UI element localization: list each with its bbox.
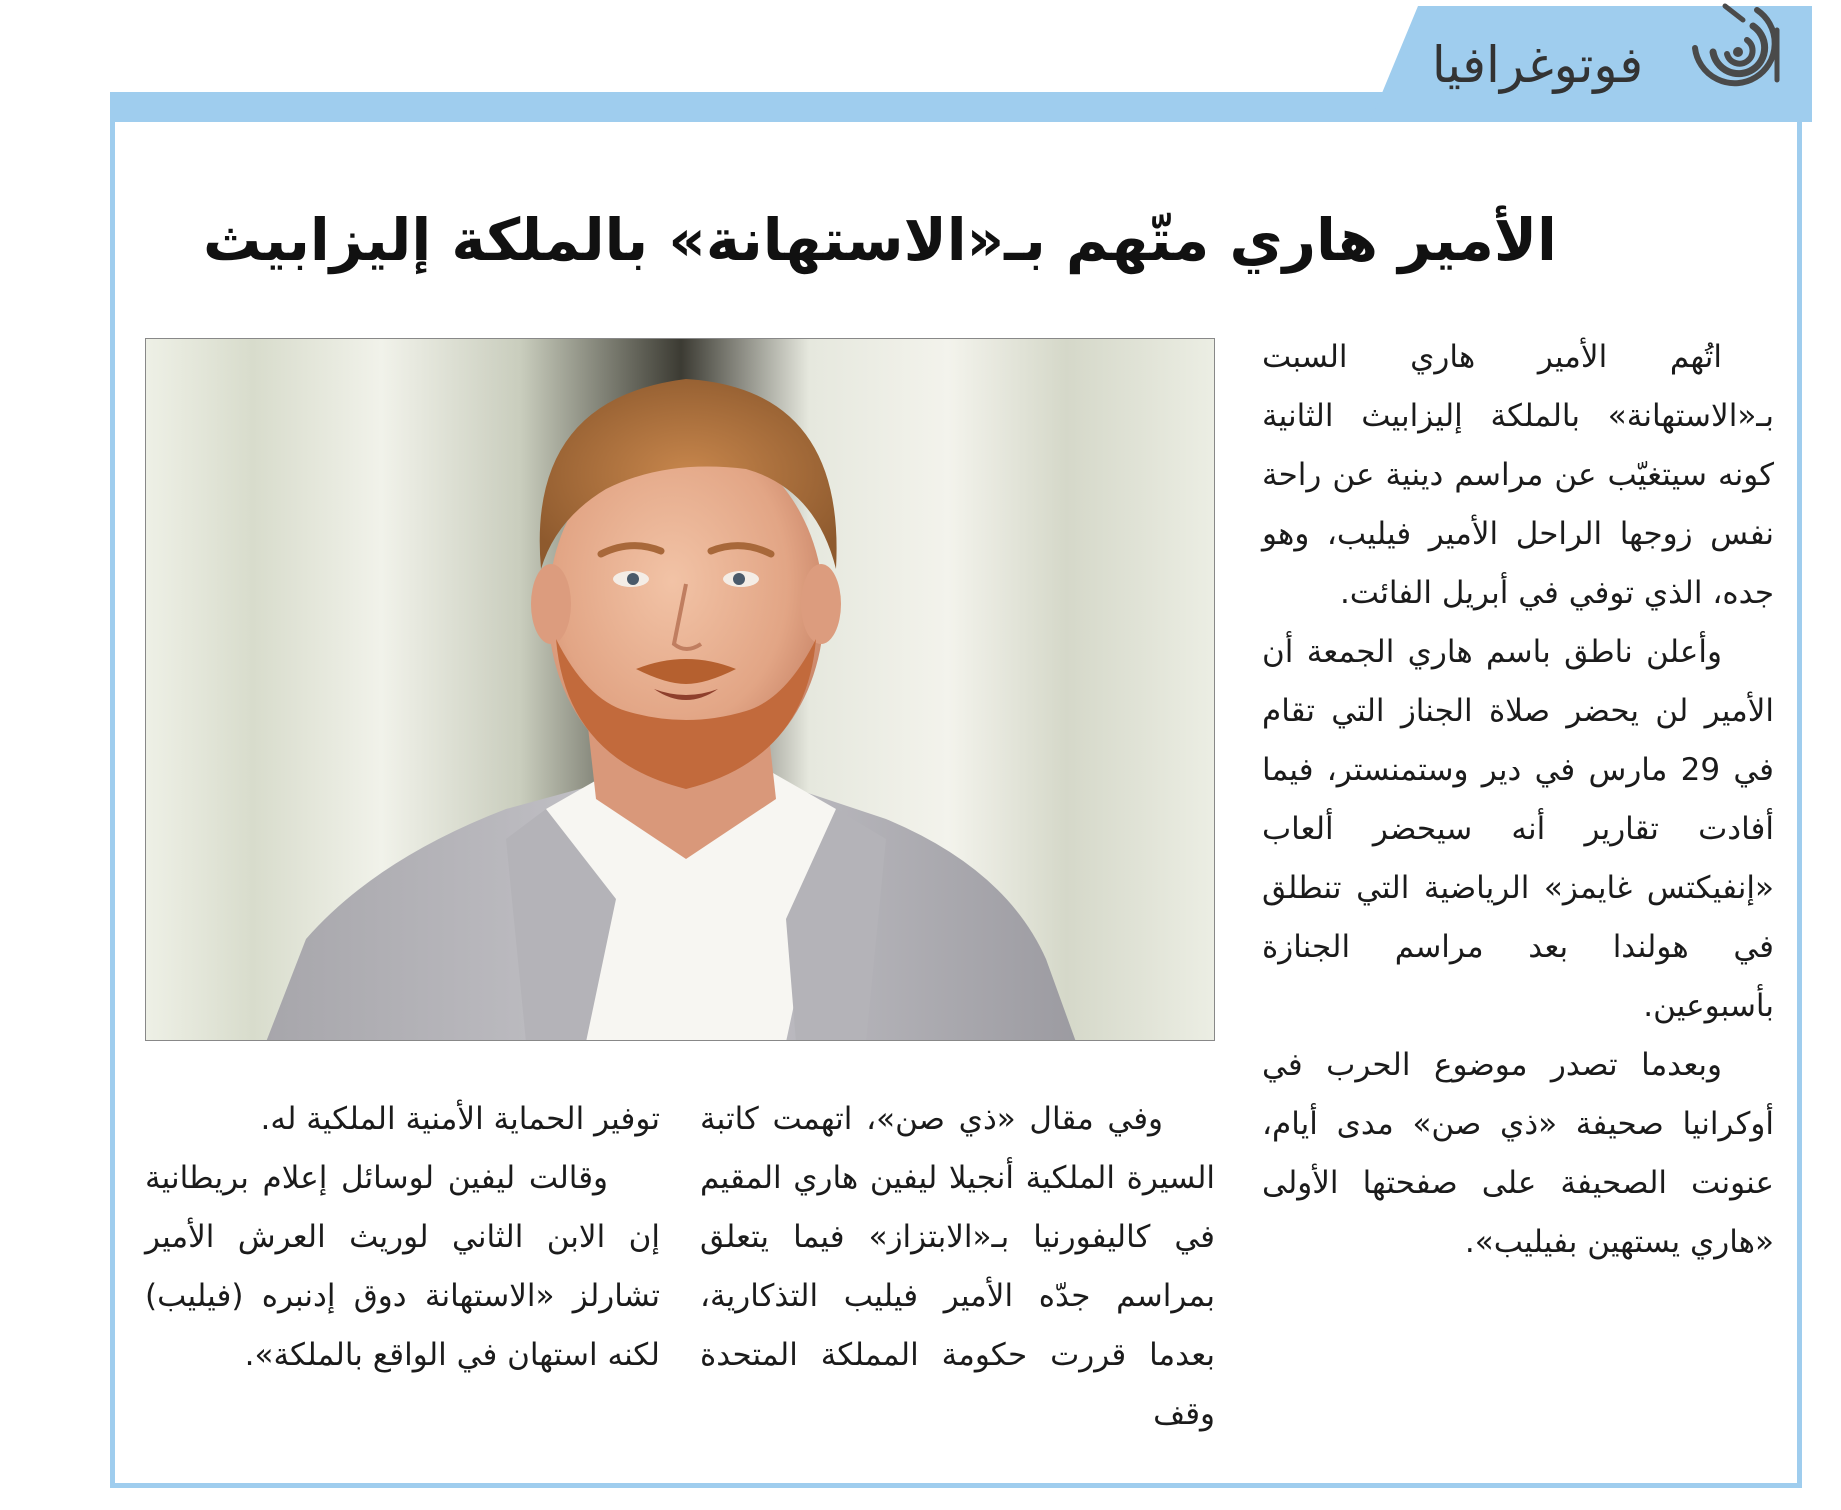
paragraph: وقالت ليفين لوسائل إعلام بريطانية إن الابن الثاني لوريث العرش الأمير تشارلز «الاستهانة دوق إدنبره (فيليب) لكنه استهان في الواقع بالملكة». (145, 1160, 660, 1373)
article-column-right (1262, 328, 1774, 1272)
paragraph: وبعدما تصدر موضوع الحرب في أوكرانيا صحيفة «ذي صن» مدى أيام، عنونت الصحيفة على صفحتها الأولى «هاري يستهين بفيليب». (1262, 1047, 1774, 1260)
camera-lens-icon (1665, 0, 1795, 100)
article-column-middle (700, 1090, 1215, 1444)
portrait-illustration (146, 339, 1215, 1041)
paragraph: وفي مقال «ذي صن»، اتهمت كاتبة السيرة الملكية أنجيلا ليفين هاري المقيم في كاليفورنيا بـ«الابتزاز» فيما يتعلق بمراسم جدّه الأمير فيليب التذكارية، بعدما قررت حكومة المملكة المتحدة وقف (700, 1101, 1215, 1432)
article-photo (145, 338, 1215, 1041)
paragraph: وأعلن ناطق باسم هاري الجمعة أن الأمير لن يحضر صلاة الجناز التي تقام في 29 مارس في دير وستمنستر، فيما أفادت تقارير أنه سيحضر ألعاب «إنفيكتس غايمز» الرياضية التي تنطلق في هولندا بعد مراسم الجنازة بأسبوعين. (1262, 634, 1775, 1024)
article-column-left (145, 1090, 660, 1385)
headline: الأمير هاري متّهم بـ«الاستهانة» بالملكة إليزابيث (203, 206, 1557, 274)
paragraph: اتُهم الأمير هاري السبت بـ«الاستهانة» بالملكة إليزابيث الثانية كونه سيتغيّب عن مراسم دينية عن راحة نفس زوجها الراحل الأمير فيليب، وهو جده، الذي توفي في أبريل الفائت. (1262, 339, 1774, 611)
paragraph-continuation: توفير الحماية الأمنية الملكية له. (260, 1101, 660, 1137)
section-label: فوتوغرافيا (1431, 36, 1644, 94)
